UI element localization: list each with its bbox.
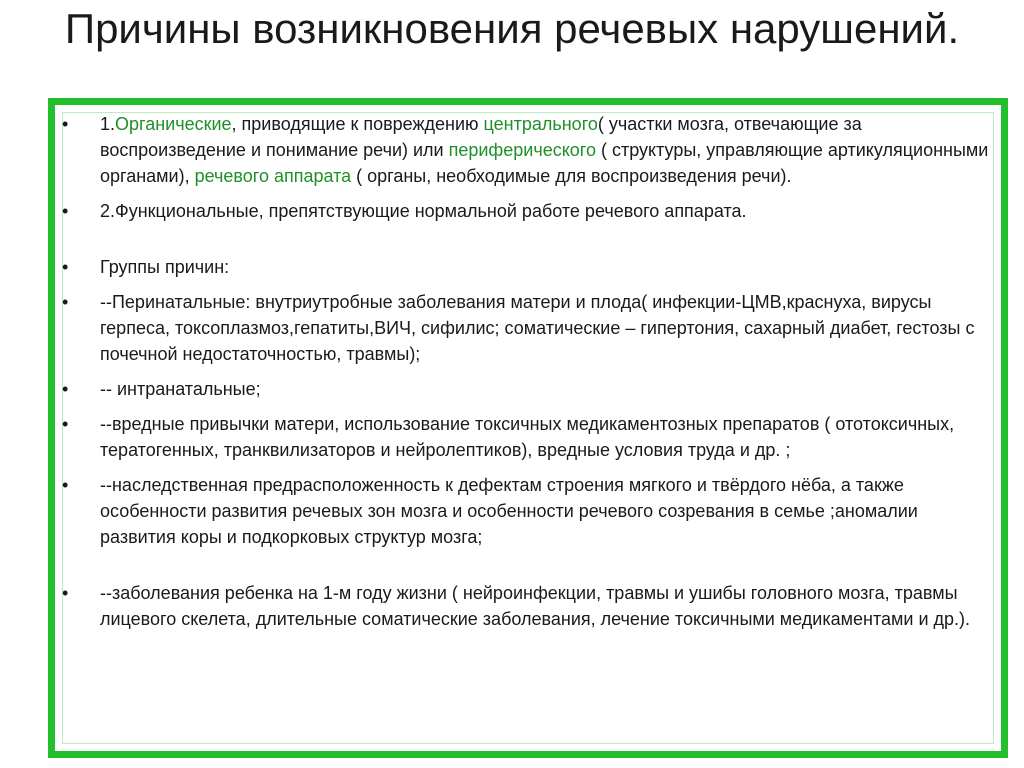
slide-title: Причины возникновения речевых нарушений. <box>64 5 960 52</box>
highlight-central: центрального <box>483 114 598 134</box>
highlight-speech-apparatus: речевого аппарата <box>194 166 352 186</box>
list-item <box>62 580 997 632</box>
bullet-icon: • <box>62 257 69 277</box>
list-item <box>62 198 997 224</box>
highlight-organic: Органические <box>115 114 232 134</box>
list-item <box>62 472 997 550</box>
bullet-icon: • <box>62 379 69 399</box>
bullet-icon: • <box>62 292 69 312</box>
list-item <box>62 376 997 402</box>
bullet-icon: • <box>62 583 69 603</box>
bullet-icon: • <box>62 414 69 434</box>
bullet-icon: • <box>62 114 69 134</box>
highlight-peripheral: периферического <box>448 140 596 160</box>
item-text: 1.Органические, приводящие к повреждению центрального( участки мозга, отвечающие за воспроизведение и понимание речи) или периферического ( структуры, управляющие артикуляционными органами), речевого аппарата ( органы, необходимые для воспроизведения речи). <box>100 114 989 186</box>
list-item <box>62 254 997 280</box>
bullet-icon: • <box>62 475 69 495</box>
item-text: Группы причин: <box>100 257 230 277</box>
item-text: -- интранатальные; <box>100 379 261 399</box>
item-text: --наследственная предрасположенность к дефектам строения мягкого и твёрдого нёба, а также особенности развития речевых зон мозга и особенности речевого созревания в семье ;аномалии развития коры и подкорковых структур мозга; <box>100 475 918 547</box>
item-text: --Перинатальные: внутриутробные заболевания матери и плода( инфекции-ЦМВ,краснуха, вирусы герпеса, токсоплазмоз,гепатиты,ВИЧ, сифилис; соматические – гипертония, сахарный диабет, гестозы с почечной недостаточностью, травмы); <box>100 292 975 364</box>
item-text: --заболевания ребенка на 1-м году жизни ( нейроинфекции, травмы и ушибы головного мозга, травмы лицевого скелета, длительные соматические заболевания, лечение токсичными медикаментами и др.). <box>100 583 971 629</box>
bullet-icon: • <box>62 201 69 221</box>
list-item <box>62 111 997 189</box>
item-text: 2.Функциональные, препятствующие нормальной работе речевого аппарата. <box>100 201 747 221</box>
list-item <box>62 411 997 463</box>
list-item <box>62 289 997 367</box>
bullet-list <box>62 111 997 632</box>
item-text: --вредные привычки матери, использование токсичных медикаментозных препаратов ( ототоксичных, тератогенных, транквилизаторов и нейролептиков), вредные условия труда и др. ; <box>100 414 955 460</box>
